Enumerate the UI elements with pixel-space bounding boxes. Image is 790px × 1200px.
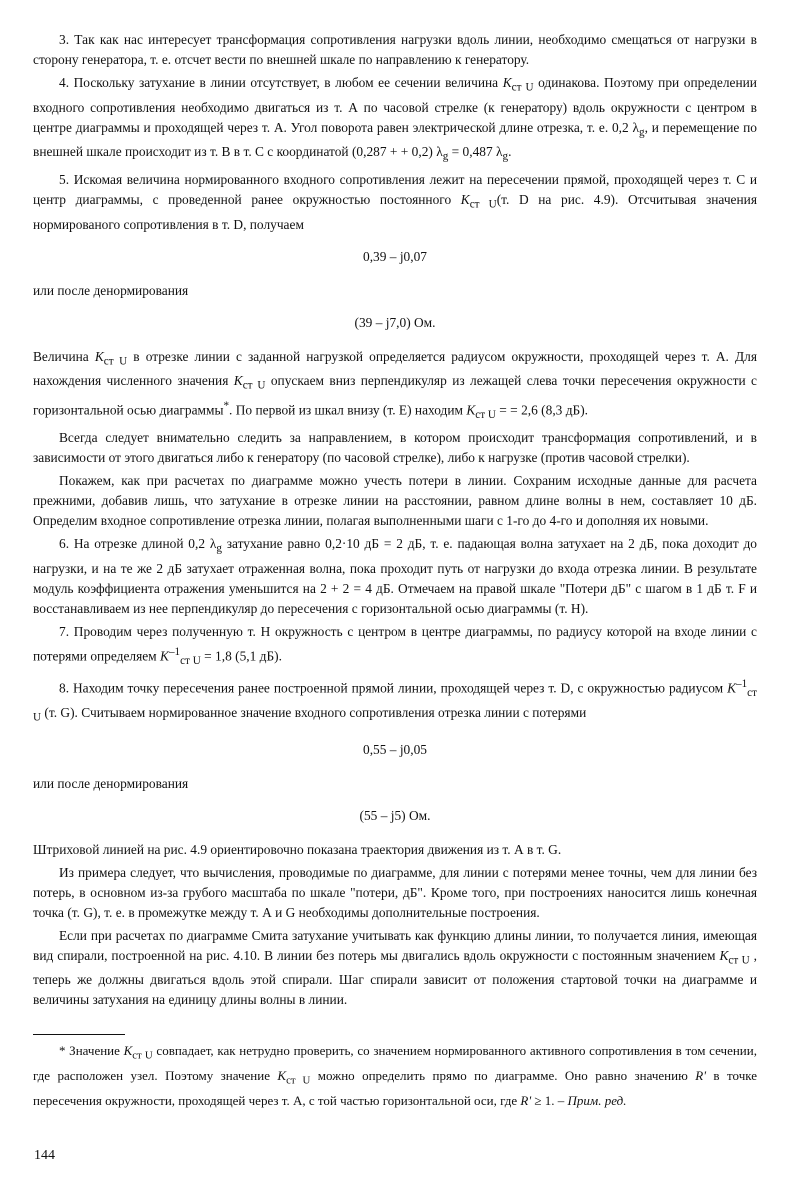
formula-ohm-2: (55 – j5) Ом. xyxy=(359,807,431,823)
paragraph-3: 3. Так как нас интересует трансформация сопротивления нагрузки вдоль линии, необходимо смещаться от нагрузки в сторону генератора, т. е. отсчет вести по внешней шкале по направлению к генератору. xyxy=(33,32,757,67)
paragraph-denorm-1: или после денормирования xyxy=(33,282,189,298)
paragraph-denorm-2: или после денормирования xyxy=(33,775,189,791)
formula-ohm-1: (39 – j7,0) Ом. xyxy=(354,314,436,330)
paragraph-6: 6. На отрезке длиной 0,2 $\lambda_g$ затухание равно 0,2·10 дБ = 2 дБ, т. е. падающая волна затухает на 2 дБ, пока доходит до нагрузки, и на те же 2 дБ затухает отраженная волна, пока проходит путь от нагрузки до входа отрезка линии. В результате модуль коэффициента отражения уменьшится на 2 + 2 = 4 дБ. Отмечаем на правой шкале "Потери дБ" с шагом в 1 дБ т. F и восстанавливаем из нее перпендикуляр до пересечения с горизонтальной осью диаграммы (т. Н). xyxy=(33,536,757,616)
paragraph-5: 5. Искомая величина нормированного входного сопротивления лежит на пересечении прямой, проходящей через т. С и центр диаграммы, с проведенной ранее окружностью постоянного $K_{ст U}(т$. D на рис. 4.9). Отсчитывая значения нормированого сопротивления в т. D, получаем xyxy=(33,172,757,232)
footnote-divider xyxy=(33,1034,125,1035)
page-number: 144 xyxy=(34,1148,55,1163)
paragraph-spiral: Если при расчетах по диаграмме Смита затухание учитывать как функцию длины линии, то получается линия, имеющая вид спирали, построенной на рис. 4.10. В линии без потерь мы двигались вдоль окружности с постоянным значением $K_{ст U}$ , теперь же должны двигаться вдоль этой спирали. Шаг спирали зависит от положения стартовой точки на диаграмме и величины затухания на единицу длины волны в линии. xyxy=(33,927,757,1008)
paragraph-4: 4. Поскольку затухание в линии отсутствует, в любом ее сечении величина $K_{ст U}$ одинакова. Поэтому при определении входного сопротивления необходимо двигаться из т. А по часовой стрелке (к генератору) вдоль окружности с центром в центре диаграммы и проходящей через т. А. Угол поворота равен электрической длине отрезка, т. е. 0,2 $\lambda_g$, и перемещение по внешней шкале происходит из т. В в т. С с координатой (0,287 + + 0,2) $\lambda_g = 0,487$ $\lambda_g$. xyxy=(33,75,757,164)
paragraph-7: 7. Проводим через полученную т. Н окружность с центром в центре диаграммы, по радиусу которой на входе линии с потерями определяем $K^{-1}_{ст U} = 1,8$ (5,1 дБ). xyxy=(33,623,757,667)
paragraph-dashed-line: Штриховой линией на рис. 4.9 ориентировочно показана траектория движения из т. А в т. G. xyxy=(33,841,562,857)
formula-normalized-2: 0,55 – j0,05 xyxy=(363,741,427,757)
paragraph-kst-radius: Величина $K_{ст U}$ в отрезке линии с заданной нагрузкой определяется радиусом окружности, проходящей через т. А. Для нахождения численного значения $K_{ст U}$ опускаем вниз перпендикуляр из лежащей слева точки пересечения окружности с горизонтальной осью диаграммы*. По первой из шкал внизу (т. Е) находим $K_{ст U}$ = = 2,6 (8,3 дБ). xyxy=(33,348,757,422)
main-text xyxy=(33,30,757,1110)
paragraph-8: 8. Находим точку пересечения ранее построенной прямой линии, проходящей через т. D, с окружностью радиусом $K^{-1}_{ст U}$ (т. G). Считываем нормированное значение входного сопротивления отрезка линии с потерями xyxy=(33,677,757,724)
footnote-marker: * xyxy=(223,400,230,413)
paragraph-accuracy: Из примера следует, что вычисления, проводимые по диаграмме, для линии с потерями менее точны, чем для линии без потерь, в основном из-за грубого масштаба по шкале "потери, дБ". Кроме того, при построениях наносится лишь конечная точка (т. G), т. е. в промежутке между т. А и G необходимы дополнительные построения. xyxy=(33,864,757,920)
paragraph-direction: Всегда следует внимательно следить за направлением, в котором происходит трансформация сопротивлений, и в зависимости от этого двигаться либо к генератору (по часовой стрелке), либо к нагрузке (против часовой стрелки). xyxy=(33,430,757,466)
paragraph-losses: Покажем, как при расчетах по диаграмме можно учесть потери в линии. Сохраним исходные данные для расчета прежними, добавив лишь, что затухание в отрезке линии на расстоянии, равном длине волны в нем, составляет 10 дБ. Определим входное сопротивление отрезка линии, полагая выполненными шаги с 1-го до 4-го и дополняя их новыми. xyxy=(33,473,757,529)
footnote: * Значение $K_{ст U}$ совпадает, как нетрудно проверить, со значением нормированного активного сопротивления в том сечении, где расположен узел. Поэтому значение $K_{ст U}$ можно определить прямо по диаграмме. Оно равно значению R' в точке пересечения окружности, проходящей через т. А, с той частью горизонтальной оси, где R' ≥ 1. – Прим. ред. xyxy=(33,1043,757,1108)
formula-normalized-1: 0,39 – j0,07 xyxy=(363,248,427,264)
